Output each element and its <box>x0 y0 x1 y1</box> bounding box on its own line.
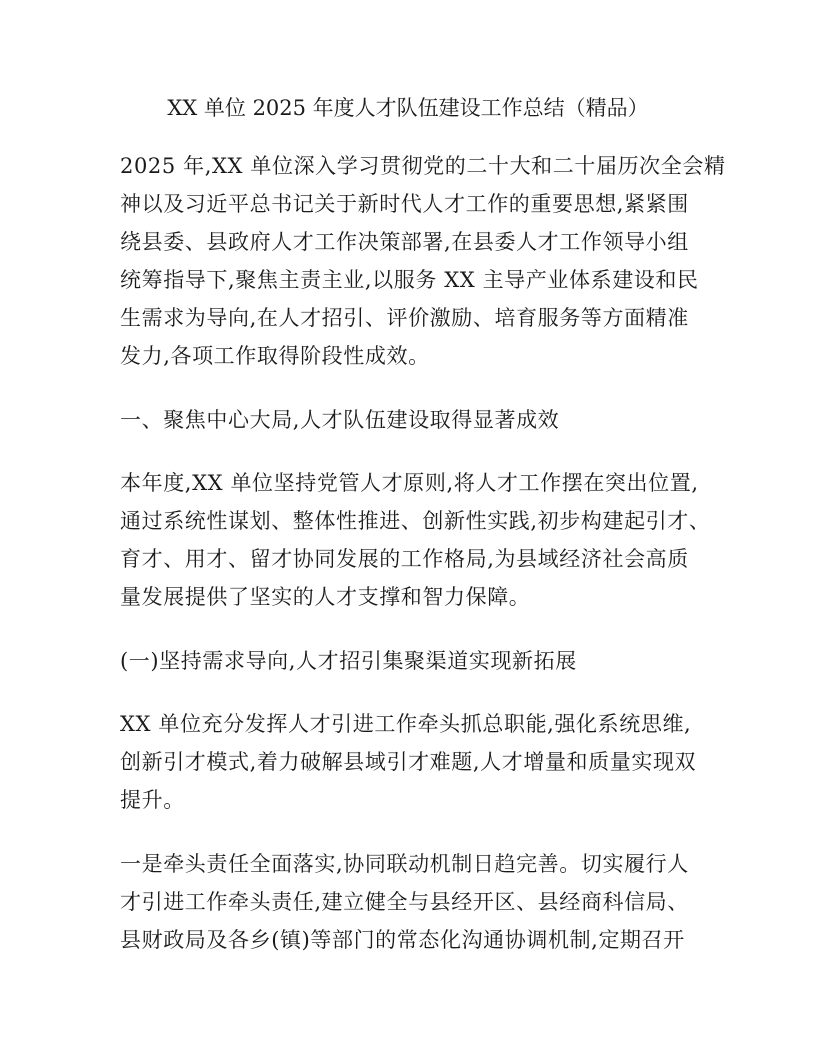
section1-line-4: 量发展提供了坚实的人才支撑和智力保障。 <box>120 585 531 609</box>
point1-line-3: 县财政局及各乡(镇)等部门的常态化沟通协调机制,定期召开 <box>120 928 685 952</box>
intro-line-6: 发力,各项工作取得阶段性成效。 <box>120 344 430 368</box>
section1-line-1: 本年度,XX 单位坚持党管人才原则,将人才工作摆在突出位置, <box>120 471 699 495</box>
document-title: XX 单位 2025 年度人才队伍建设工作总结（精品） <box>167 96 649 120</box>
section1-line-2: 通过系统性谋划、整体性推进、创新性实践,初步构建起引才、 <box>120 509 711 533</box>
subsection1-line-2: 创新引才模式,着力破解县域引才难题,人才增量和质量实现双 <box>120 750 697 774</box>
section1-line-3: 育才、用才、留才协同发展的工作格局,为县域经济社会高质 <box>120 547 689 571</box>
intro-line-4: 统筹指导下,聚焦主责主业,以服务 XX 主导产业体系建设和民 <box>120 268 699 292</box>
section1-heading: 一、聚焦中心大局,人才队伍建设取得显著成效 <box>120 408 560 432</box>
subsection1-line-3: 提升。 <box>120 788 185 812</box>
intro-line-5: 生需求为导向,在人才招引、评价激励、培育服务等方面精准 <box>120 306 689 330</box>
intro-line-3: 绕县委、县政府人才工作决策部署,在县委人才工作领导小组 <box>120 230 689 254</box>
intro-line-1: 2025 年,XX 单位深入学习贯彻党的二十大和二十届历次全会精 <box>120 154 726 178</box>
subsection1-heading: (一)坚持需求导向,人才招引集聚渠道实现新拓展 <box>120 649 577 673</box>
point1-line-2: 才引进工作牵头责任,建立健全与县经开区、县经商科信局、 <box>120 890 689 914</box>
subsection1-line-1: XX 单位充分发挥人才引进工作牵头抓总职能,强化系统思维, <box>120 712 692 736</box>
point1-line-1: 一是牵头责任全面落实,协同联动机制日趋完善。切实履行人 <box>120 852 689 876</box>
intro-line-2: 神以及习近平总书记关于新时代人才工作的重要思想,紧紧围 <box>120 192 689 216</box>
